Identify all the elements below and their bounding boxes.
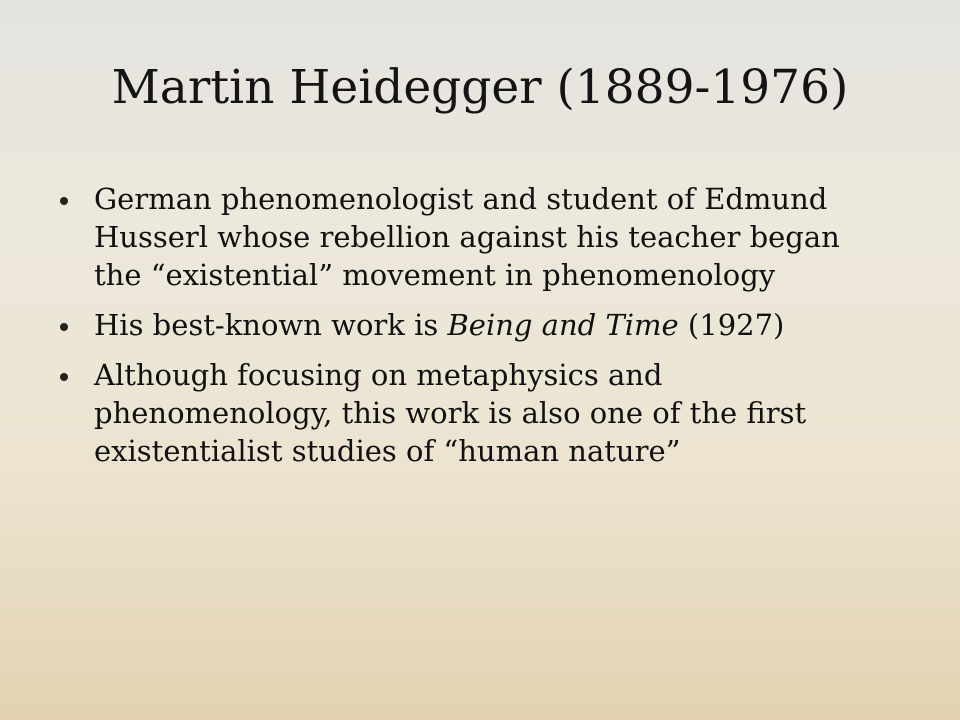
bullet-item <box>60 356 890 470</box>
bullet-text: German phenomenologist and student of Edmund Husserl whose rebellion against his teacher began the “existential” movement in phenomenology <box>94 182 840 292</box>
bullet-dot-icon <box>60 323 68 331</box>
bullet-item <box>60 306 890 344</box>
book-title: Being and Time <box>447 308 679 342</box>
bullet-text-before: His best-known work is <box>94 308 448 342</box>
bullet-item <box>60 180 890 294</box>
slide-title: Martin Heidegger (1889-1976) <box>111 60 849 115</box>
bullet-text-after: (1927) <box>678 308 785 342</box>
bullet-list <box>60 180 890 482</box>
bullet-text: Although focusing on metaphysics and phenomenology, this work is also one of the first existentialist studies of “human nature” <box>94 358 807 468</box>
bullet-dot-icon <box>60 197 68 205</box>
bullet-dot-icon <box>60 373 68 381</box>
